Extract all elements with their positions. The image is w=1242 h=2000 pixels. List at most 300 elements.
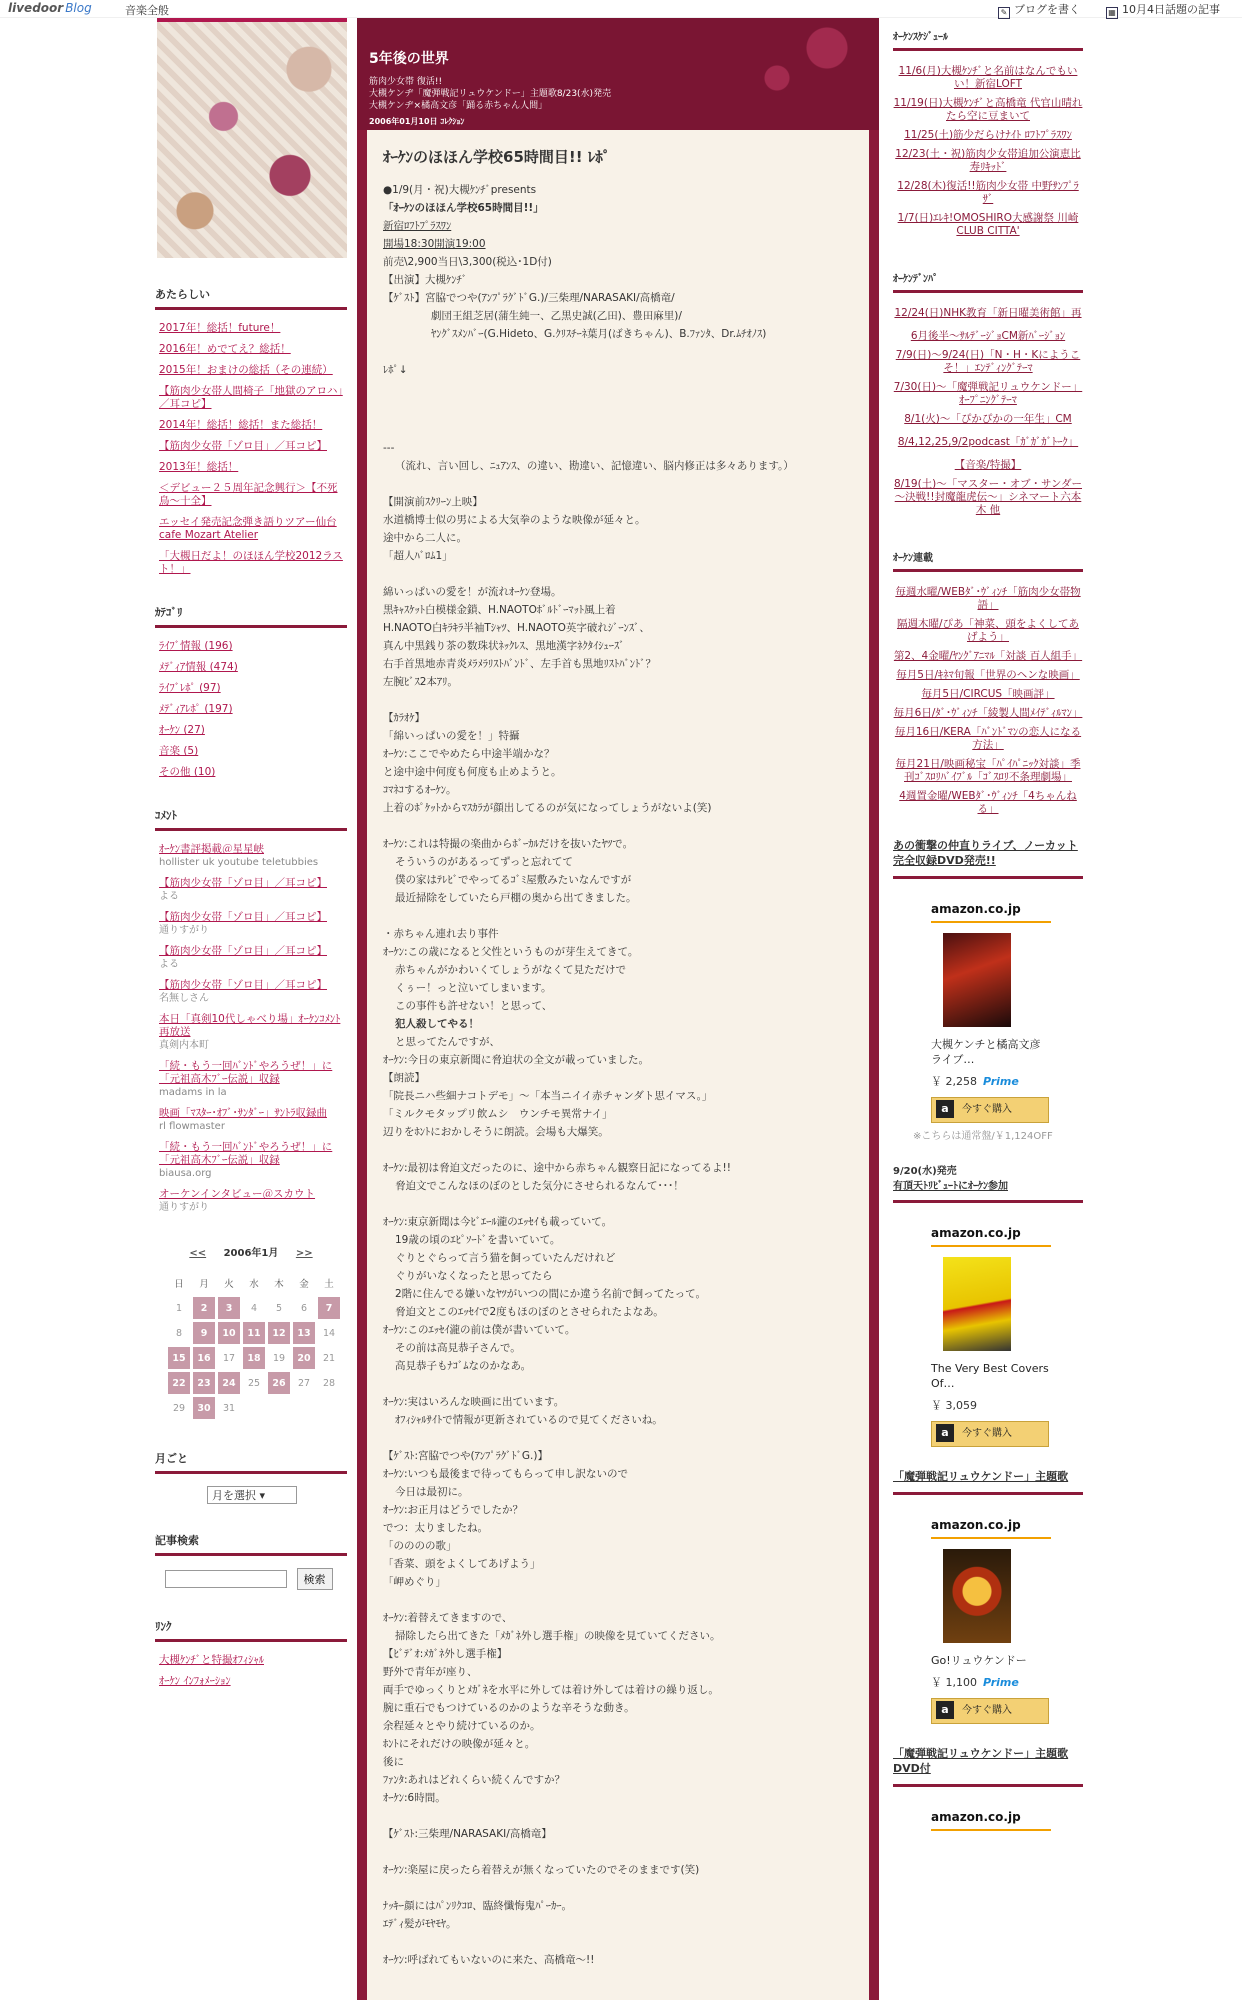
schedule-link[interactable]: 12/28(木)復活!!筋肉少女帯 中野ｻﾝﾌﾟﾗｻﾞ <box>897 180 1079 205</box>
entry-line: 【出演】大槻ｹﾝﾁﾞ <box>383 274 467 286</box>
media-item <box>893 330 1083 343</box>
amazon-a-icon: a <box>936 1100 954 1118</box>
calendar-day[interactable]: 13 <box>293 1322 315 1344</box>
top-bar <box>0 0 1242 18</box>
calendar-weekday: 土 <box>324 1279 334 1290</box>
comment-author: よる <box>159 959 179 970</box>
recent-post-link[interactable]: ＜デビュー２５周年記念興行＞【不死鳥～十全】 <box>159 482 338 507</box>
category-link[interactable]: ﾗｲﾌﾞ情報 (196) <box>159 640 233 652</box>
spacer <box>383 1195 853 1213</box>
comment-item <box>159 1013 347 1052</box>
schedule-item <box>893 148 1083 174</box>
calendar-day: 8 <box>175 1327 183 1339</box>
calendar-title: 2006年1月 <box>223 1248 279 1259</box>
serial-link[interactable]: 毎週水曜/WEBﾀﾞ･ｳﾞｨﾝﾁ「筋肉少女帯物語」 <box>895 586 1081 611</box>
product-name[interactable]: Go!リュウケンドー <box>931 1654 1027 1667</box>
serial-link[interactable]: 4週置金曜/WEBﾀﾞ･ｳﾞｨﾝﾁ「4ちゃんねる」 <box>899 790 1077 815</box>
spacer <box>383 817 853 835</box>
serial-item <box>893 758 1083 784</box>
entry-line: 前売\2,900当日\3,300(税込･1D付) <box>383 256 552 268</box>
category-link[interactable]: ﾒﾃﾞｨｱ情報 (474) <box>159 661 238 673</box>
entry-date: 2006年01月10日 ｺﾚｸｼｮﾝ <box>369 117 465 126</box>
serial-item <box>893 726 1083 752</box>
entry-line: 2階に住んでる嫌いなﾔﾂがいつの間にか違う名前で飼ってたって。 <box>395 1288 706 1300</box>
spacer <box>383 379 853 439</box>
spacer <box>383 1591 853 1609</box>
calendar-day[interactable]: 16 <box>193 1347 215 1369</box>
entry-line: ぐりがいなくなったと思ってたら <box>395 1270 553 1282</box>
media-item <box>893 381 1083 407</box>
spacer <box>383 907 853 925</box>
media-link[interactable]: 7/9(日)～9/24(日)「N・H・Kにようこそ！」ｴﾝﾃﾞｨﾝｸﾞﾃｰﾏ <box>895 349 1081 374</box>
calendar-day[interactable]: 18 <box>243 1347 265 1369</box>
media-link[interactable]: 12/24(日)NHK教育「新日曜美術館」再 <box>894 307 1082 319</box>
recent-post-link[interactable]: 【筋肉少女帯人間椅子「地獄のアロハ」／耳コピ】 <box>159 385 343 410</box>
calendar-week-row <box>168 1347 340 1369</box>
header-kimono-image <box>157 18 347 258</box>
serial-link[interactable]: 毎月6日/ﾀﾞ･ｳﾞｨﾝﾁ「綾製人間ﾒｲﾃﾞｨﾙﾏﾝ」 <box>893 707 1083 719</box>
calendar-day[interactable]: 9 <box>193 1322 215 1344</box>
entry-line: 【ｶﾗｵｹ】 <box>383 712 425 724</box>
schedule-link[interactable]: 11/25(土)筋少だらけﾅｲﾄ ﾛﾌﾄﾌﾟﾗｽﾜﾝ <box>904 129 1072 141</box>
search-button[interactable]: 検索 <box>297 1568 333 1590</box>
comments-title: ｺﾒﾝﾄ <box>155 807 347 831</box>
external-link[interactable]: ｵｰｹﾝ ｲﾝﾌｫﾒｰｼｮﾝ <box>159 1675 231 1687</box>
schedule <box>893 18 1083 238</box>
media-link[interactable]: 7/30(日)～「魔弾戦記リュウケンドー」ｵｰﾌﾟﾆﾝｸﾞﾃｰﾏ <box>893 381 1083 406</box>
recent-post-item <box>159 482 347 508</box>
calendar-day <box>318 1397 340 1419</box>
entry-line: この事件も許せない！と思って、 <box>395 1000 553 1012</box>
calendar-week-row <box>168 1372 340 1394</box>
calendar-week-row <box>168 1322 340 1344</box>
calendar-day: 29 <box>172 1402 186 1414</box>
comment-post-link[interactable]: 【筋肉少女帯「ゾロ目」／耳コピ】 <box>159 911 327 923</box>
entry-line: でつ：太りましたね。 <box>383 1522 488 1534</box>
comment-item <box>159 843 347 869</box>
comment-post-link[interactable]: 「続・もう一回ﾊﾞﾝﾄﾞやろうぜ！」に「元祖高木ﾌﾞｰ伝説」収録 <box>159 1141 333 1166</box>
calendar-day[interactable]: 30 <box>193 1397 215 1419</box>
calendar-day[interactable]: 26 <box>268 1372 290 1394</box>
recent-post-item <box>159 322 347 335</box>
entry-line: 【ｹﾞｽﾄ】宮脇でつや(ｱﾝﾌﾟﾗｸﾞﾄﾞG.)/三柴理/NARASAKI/高橋竜/ <box>383 292 675 304</box>
entry-line: 19歳の頃のｴﾋﾟｿｰﾄﾞを書いていて。 <box>395 1234 561 1246</box>
entry-line: ﾅｯｷｰ顔にはﾊﾟﾝﾘｸｺﾛ、臨終懺悔鬼ﾊﾟｰｶｰ。 <box>383 1900 572 1912</box>
calendar-prev[interactable]: << <box>189 1248 207 1259</box>
serial-item <box>893 650 1083 663</box>
product-name[interactable]: 大槻ケンチと橘高文彦ライブ… <box>931 1038 1041 1066</box>
comment-item <box>159 1188 347 1214</box>
entry-line: 「のののの歌」 <box>383 1540 457 1552</box>
chevron-down-icon: ▾ <box>259 1489 266 1502</box>
recent-post-link[interactable]: 【筋肉少女帯「ゾロ目」／耳コピ】 <box>159 440 327 452</box>
entry-line: と思ってたんですが、 <box>395 1036 500 1048</box>
entry-line: ｵｰｹﾝ:お正月はどうでしたか？ <box>383 1504 524 1516</box>
entry-line: 後に <box>383 1756 404 1768</box>
calendar-day <box>293 1397 315 1419</box>
links <box>155 1618 347 1688</box>
calendar-day[interactable]: 3 <box>218 1297 240 1319</box>
entry-line: 「院長ニハ些細ナコトデモ」～「本当ニイイ赤チャンダト思イマス。」 <box>383 1090 713 1102</box>
entry-line: ｵｰｹﾝ:今日の東京新聞に脅迫状の全文が載っていました。 <box>383 1054 650 1066</box>
prime-badge: Prime <box>983 1676 1019 1689</box>
article-search <box>155 1532 347 1590</box>
price-note: ※こちらは通常盤/￥1,124OFF <box>913 1131 1053 1142</box>
left-sidebar <box>155 18 347 1696</box>
monthly-title: 月ごと <box>155 1450 347 1474</box>
entry-line: 赤ちゃんがかわいくてしょうがなくて見ただけで <box>395 964 626 976</box>
comment-item <box>159 877 347 903</box>
media-link[interactable]: 【音楽/特撮】 <box>954 459 1022 471</box>
blog-header <box>357 18 879 130</box>
category-link[interactable]: 音楽 (5) <box>159 745 199 757</box>
recent-post-link[interactable]: エッセイ発売記念弾き語りツアー仙台 cafe Mozart Atelier <box>159 516 337 541</box>
media-title: ｵｰｹﾝﾃﾞﾝﾊﾟ <box>893 260 1083 293</box>
entry-line: 【開演前ｽｸﾘｰﾝ上映】 <box>383 496 483 508</box>
category-item <box>159 766 347 779</box>
entry-line: 犯人殺してやる！ <box>395 1018 479 1030</box>
calendar-day[interactable]: 20 <box>293 1347 315 1369</box>
calendar-weekday: 日 <box>174 1279 184 1290</box>
recent-posts-title: あたらしい <box>155 286 347 310</box>
recent-post-item <box>159 516 347 542</box>
schedule-item <box>893 97 1083 123</box>
calendar-day: 21 <box>322 1352 336 1364</box>
pencil-icon: ✎ <box>998 7 1010 19</box>
category-item <box>159 703 347 716</box>
entry-line: 真ん中黒銭り茶の数珠状ﾈｯｸﾚｽ、黒地漢字ﾈｸﾀｲｼｭｰｽﾞ <box>383 640 625 652</box>
blog-description-line: 大槻ケンヂ「魔弾戦記リュウケンドー」主題歌8/23(水)発売 <box>369 89 612 99</box>
spacer <box>383 1429 853 1447</box>
spacer <box>383 1879 853 1897</box>
calendar-weekday: 火 <box>224 1279 234 1290</box>
month-select[interactable]: 月を選択 ▾ <box>207 1486 297 1504</box>
serial-link[interactable]: 毎月21日/映画秘宝「ﾊﾟｲﾊﾟﾆｯｸ対談」季刊ｺﾞｽﾛﾘﾊﾞｲﾌﾞﾙ「ｺﾞｽﾛﾘ不条理劇場」 <box>895 758 1081 783</box>
comment-author: hollister uk youtube teletubbies <box>159 857 319 868</box>
spacer <box>383 1807 853 1825</box>
spacer <box>383 691 853 709</box>
calendar-day: 31 <box>222 1402 236 1414</box>
promo-dvd-title[interactable]: あの衝撃の仲直りライブ、ノーカット完全収録DVD発売!! <box>893 838 1083 879</box>
schedule-link[interactable]: 12/23(土・祝)筋肉少女帯追加公演恵比寿ﾘｷｯﾄﾞ <box>895 148 1081 173</box>
entry-line: くぅー！っと泣いてしまいます。 <box>395 982 552 994</box>
entry-line: 僕の家はﾃﾚﾋﾞでやってるｺﾞﾐ屋敷みたいなんですが <box>395 874 632 886</box>
calendar-weekday: 水 <box>249 1279 259 1290</box>
comments <box>155 807 347 1214</box>
calendar-grid <box>165 1269 343 1422</box>
entry-line: 途中から二人に。 <box>383 532 467 544</box>
buy-now-button[interactable]: a 今すぐ購入 <box>931 1421 1049 1447</box>
amazon-widget <box>931 1223 1051 1447</box>
spacer <box>383 343 853 361</box>
promo-theme-title[interactable]: 「魔弾戦記リュウケンドー」主題歌 <box>893 1469 1083 1495</box>
recent-posts <box>155 286 347 576</box>
amazon-logo: amazon.co.jp <box>931 1515 1051 1539</box>
media-item <box>893 413 1083 426</box>
link-item <box>159 1675 347 1688</box>
search-input[interactable] <box>165 1570 287 1588</box>
comment-item <box>159 1107 347 1133</box>
calendar-day[interactable]: 24 <box>218 1372 240 1394</box>
spacer <box>383 475 853 493</box>
category-link[interactable]: その他 (10) <box>159 766 216 778</box>
recent-post-item <box>159 461 347 474</box>
comment-author: madams in la <box>159 1087 227 1098</box>
calendar-day <box>268 1397 290 1419</box>
promo-date: 9/20(水)発売 <box>893 1166 957 1177</box>
entry-line: ●1/9(月・祝)大槻ｹﾝﾁﾞpresents <box>383 184 537 196</box>
comment-author: 真剣内本町 <box>159 1040 209 1051</box>
comment-post-link[interactable]: 本日「真剣10代しゃべり場」ｵｰｹﾝｺﾒﾝﾄ再放送 <box>159 1013 341 1038</box>
entry-line: 高見恭子もﾅｺﾞﾑなのかなあ。 <box>395 1360 532 1372</box>
calendar-day: 6 <box>300 1302 308 1314</box>
comment-post-link[interactable]: 「続・もう一回ﾊﾞﾝﾄﾞやろうぜ！」に「元祖高木ﾌﾞｰ伝説」収録 <box>159 1060 333 1085</box>
serial-item <box>893 707 1083 720</box>
comment-author: 名無しさん <box>159 993 209 1004</box>
entry-line: H.NAOTO白ｷﾗｷﾗ半袖Tｼｬﾂ、H.NAOTO英字破れｼﾞｰﾝｽﾞ、 <box>383 622 650 634</box>
category-item <box>159 661 347 674</box>
entry-line: 辺りをﾎﾝﾄにおかしそうに朗読。会場も大爆笑。 <box>383 1126 609 1138</box>
category-item <box>159 640 347 653</box>
external-link[interactable]: 大槻ｹﾝﾁﾞと特撮ｵﾌｨｼｬﾙ <box>159 1654 264 1666</box>
entry-line: 【朗読】 <box>383 1072 425 1084</box>
calendar-day[interactable]: 7 <box>318 1297 340 1319</box>
media-item <box>893 478 1083 517</box>
calendar-day[interactable]: 10 <box>218 1322 240 1344</box>
category-link[interactable]: ｵｰｹﾝ (27) <box>159 724 205 736</box>
prime-badge: Prime <box>983 1075 1019 1088</box>
entry-line[interactable]: 開場18:30開演19:00 <box>383 238 486 250</box>
entry-line: ｵｰｹﾝ:楽屋に戻ったら着替えが無くなっていたのでそのままです(笑) <box>383 1864 700 1876</box>
entry-line: ｵｰｹﾝ:着替えてきますので、 <box>383 1612 513 1624</box>
livedoor-blog-logo[interactable]: livedoor Blog <box>8 1 92 15</box>
calendar-day: 5 <box>275 1302 283 1314</box>
entry-line: ﾚﾎﾟ↓ <box>383 364 408 376</box>
recent-post-link[interactable]: 2013年！総括！ <box>159 461 239 473</box>
entry-line: ぐりとぐらって言う猫を飼っていたんだけれど <box>395 1252 616 1264</box>
entry-line: 「超人ﾊﾞﾛﾑ1」 <box>383 550 453 562</box>
entry-line: 腕に重石でもつけているのかのような辛そうな動き。 <box>383 1702 635 1714</box>
media-link[interactable]: 8/4,12,25,9/2podcast「ｶﾞｶﾞｶﾞﾄｰｸ」 <box>897 436 1079 448</box>
serial-link[interactable]: 毎月5日/ｷﾈﾏ旬報「世界のヘンな映画」 <box>896 669 1080 681</box>
entry-line: ｵｰｹﾝ:この歳になると父性というものが芽生えてきて。 <box>383 946 639 958</box>
comment-post-link[interactable]: 映画「ﾏｽﾀｰ･ｵﾌﾞ･ｻﾝﾀﾞｰ」ｻﾝﾄﾗ収録曲 <box>159 1107 327 1119</box>
link-item <box>159 1654 347 1667</box>
entry-line: 「綿いっぱいの愛を！」特攝 <box>383 730 520 742</box>
media-item <box>893 459 1083 472</box>
entry-line: ｴﾃﾞｨ髪がﾓﾔﾓﾔ。 <box>383 1918 457 1930</box>
recent-post-link[interactable]: 2014年！総括！総括！また総括！ <box>159 419 323 431</box>
calendar-day[interactable]: 15 <box>168 1347 190 1369</box>
recent-post-link[interactable]: 2016年！めでてえ？総括！ <box>159 343 291 355</box>
calendar-icon: ▦ <box>1106 7 1118 19</box>
comment-author: biausa.org <box>159 1168 212 1179</box>
category-link[interactable]: 音楽全般 <box>125 4 169 17</box>
media-link[interactable]: 8/19(土)～「マスター・オブ・サンダー～決戦!!封魔龍虎伝～」シネマート六本木 他 <box>893 478 1082 516</box>
schedule-title: ｵｰｹﾝｽｹｼﾞｭｰﾙ <box>893 18 1083 51</box>
calendar-day[interactable]: 12 <box>268 1322 290 1344</box>
blog-description-line: 大槻ケンヂ×橘高文彦「踊る赤ちゃん人間」 <box>369 101 548 111</box>
promo-theme-dvd-title[interactable]: 「魔弾戦記リュウケンドー」主題歌DVD付 <box>893 1746 1083 1787</box>
spacer <box>383 565 853 583</box>
entry-line: ｵｰｹﾝ:実はいろんな映画に出ています。 <box>383 1396 565 1408</box>
media-item <box>893 307 1083 320</box>
category-item <box>159 745 347 758</box>
product-image[interactable] <box>943 933 1011 1027</box>
schedule-link[interactable]: 11/19(日)大槻ｹﾝﾁﾞと高橋竜 代官山晴れたら空に豆まいて <box>893 97 1083 122</box>
category-link[interactable]: ﾒﾃﾞｨｱﾚﾎﾟ (197) <box>159 703 233 715</box>
entry-line: ﾎﾝﾄにそれだけの映像が延々と。 <box>383 1738 536 1750</box>
categories <box>155 604 347 779</box>
spacer <box>383 1141 853 1159</box>
calendar-day: 19 <box>272 1352 286 1364</box>
recent-post-item <box>159 419 347 432</box>
calendar-day[interactable]: 22 <box>168 1372 190 1394</box>
schedule-item <box>893 212 1083 238</box>
entry-content <box>383 181 853 1969</box>
entry-line: 【ｹﾞｽﾄ:宮脇でつや(ｱﾝﾌﾟﾗｸﾞﾄﾞG.)】 <box>383 1450 548 1462</box>
serial-link[interactable]: 隔週木曜/ぴあ「神菜、頭をよくしてあげよう」 <box>896 618 1080 643</box>
entry-line: 上着のﾎﾟｹｯﾄからﾏｽｶﾗが顔出してるのが気になってしょうがないよ(笑) <box>383 802 712 814</box>
entry-line: 黒ｷｬｽｹｯﾄ白模様金鎖、H.NAOTOﾎﾞﾙﾄﾞｰﾏｯﾄ風上着 <box>383 604 616 616</box>
schedule-item <box>893 129 1083 142</box>
entry-line: 両手でゆっくりとﾒｶﾞﾈを水平に外しては着け外しては着けの繰り返し。 <box>383 1684 719 1696</box>
entry-line: そういうのがあるってずっと忘れてて <box>395 856 573 868</box>
entry-line: ｵｰｹﾝ:ここでやめたら中途半端かな？ <box>383 748 555 760</box>
comment-post-link[interactable]: オーケンインタビュー＠スカウト <box>159 1188 316 1200</box>
post-body <box>367 130 869 2000</box>
links-title: ﾘﾝｸ <box>155 1618 347 1642</box>
entry-line: ｵﾌｨｼｬﾙｻｲﾄで情報が更新されているので見てくださいね。 <box>395 1414 663 1426</box>
product-price: ￥ 2,258 Prime <box>931 1075 1019 1088</box>
amazon-widget <box>931 1515 1051 1724</box>
amazon-a-icon: a <box>936 1424 954 1442</box>
media-item <box>893 349 1083 375</box>
entry-line: 「香菜、頭をよくしてあげよう」 <box>383 1558 541 1570</box>
recent-post-item <box>159 440 347 453</box>
recent-post-item <box>159 364 347 377</box>
recent-post-link[interactable]: 「大槻日だよ！のほほん学校2012ラスト！」 <box>159 550 343 575</box>
spacer <box>383 1375 853 1393</box>
calendar-week-row <box>168 1397 340 1419</box>
schedule-link[interactable]: 11/6(月)大槻ｹﾝﾁﾞと名前はなんでもいい！新宿LOFT <box>898 65 1078 90</box>
entry-line: 左腕ﾋﾞｽ2本ｱﾘ。 <box>383 676 458 688</box>
entry-line: 「ミルクモタップリ飲ムシ ウンチモ異常ナイ」 <box>383 1108 613 1120</box>
calendar-weekday: 月 <box>199 1279 209 1290</box>
calendar-next[interactable]: >> <box>295 1248 313 1259</box>
product-image[interactable] <box>943 1257 1011 1351</box>
comment-author: rl flowmaster <box>159 1121 225 1132</box>
comment-item <box>159 979 347 1005</box>
entry-line: ｵｰｹﾝ:東京新聞は今ﾋﾞｴｰﾙ瀧のｴｯｾｲも載っていて。 <box>383 1216 613 1228</box>
calendar-weekday: 金 <box>299 1279 309 1290</box>
calendar-day: 25 <box>247 1377 261 1389</box>
comment-item <box>159 945 347 971</box>
entry-line: 脅迫文とこのｴｯｾｲで2度もほのぼのとさせられたよなあ。 <box>395 1306 664 1318</box>
write-blog-link[interactable]: ✎ ブログを書く <box>998 1 1080 19</box>
recent-post-item <box>159 343 347 356</box>
product-name[interactable]: The Very Best Covers Of… <box>931 1362 1049 1390</box>
entry-line: 今日は最初に。 <box>395 1486 469 1498</box>
entry-line: 劇団王組芝居(蒲生純一、乙黒史誠(乙田)、豊田麻里)/ <box>431 310 682 322</box>
search-title: 記事検索 <box>155 1532 347 1556</box>
promo-tribute-title[interactable]: 有頂天ﾄﾘﾋﾞｭｰﾄにｵｰｹﾝ参加 <box>893 1181 1008 1192</box>
calendar-day <box>243 1397 265 1419</box>
comment-item <box>159 1141 347 1180</box>
amazon-widget <box>931 1807 1051 1831</box>
amazon-widget <box>913 899 1053 1142</box>
comment-post-link[interactable]: 【筋肉少女帯「ゾロ目」／耳コピ】 <box>159 945 327 957</box>
entry-line: ・赤ちゃん連れ去り事件 <box>383 928 499 940</box>
serial-item <box>893 688 1083 701</box>
entry-line[interactable]: 新宿ﾛﾌﾄﾌﾟﾗｽﾜﾝ <box>383 220 452 232</box>
entry-line: 「岬めぐり」 <box>383 1576 446 1588</box>
recent-post-item <box>159 385 347 411</box>
entry-title[interactable]: ｵｰｹﾝのほほん学校65時間目!! ﾚﾎﾟ <box>383 148 611 166</box>
comment-item <box>159 911 347 937</box>
today-topics-link[interactable]: ▦ 10月4日話題の記事 <box>1106 1 1220 19</box>
calendar-day: 4 <box>250 1302 258 1314</box>
main-column <box>357 18 879 2000</box>
entry-line: ｵｰｹﾝ:いつも最後まで待ってもらって申し訳ないので <box>383 1468 629 1480</box>
media-info <box>893 260 1083 517</box>
amazon-a-icon: a <box>936 1701 954 1719</box>
buy-now-button[interactable]: a 今すぐ購入 <box>931 1097 1049 1123</box>
right-sidebar <box>893 18 1083 1831</box>
entry-line: ｵｰｹﾝ:このｴｯｾｲ瀧の前は僕が書いていて。 <box>383 1324 576 1336</box>
comment-post-link[interactable]: ｵｰｹﾝ書評掲載＠星星峡 <box>159 843 264 855</box>
entry-line: 水道橋博士似の男による大気拳のような映像が延々と。 <box>383 514 646 526</box>
serial-item <box>893 669 1083 682</box>
entry-line: 野外で青年が座り、 <box>383 1666 478 1678</box>
serial-item <box>893 790 1083 816</box>
category-link[interactable]: ﾗｲﾌﾞﾚﾎﾟ (97) <box>159 682 221 694</box>
serial-item <box>893 586 1083 612</box>
serial-link[interactable]: 毎月16日/KERA「ﾊﾞﾝﾄﾞﾏﾝの恋人になる方法」 <box>894 726 1082 751</box>
serial-link[interactable]: 毎月5日/CIRCUS「映画評」 <box>921 688 1055 700</box>
entry-line: 右手首黒地赤青炎ﾒﾗﾒﾗﾘｽﾄﾊﾞﾝﾄﾞ、左手首も黒地ﾘｽﾄﾊﾞﾝﾄﾞ？ <box>383 658 656 670</box>
calendar-day: 28 <box>322 1377 336 1389</box>
blog-title[interactable]: 5年後の世界 <box>369 51 449 67</box>
monthly-archive <box>155 1450 347 1504</box>
calendar-day[interactable]: 23 <box>193 1372 215 1394</box>
entry-line: ﾔﾝｸﾞｽﾒﾝﾊﾞｰ(G.Hideto、G.ｸﾘｽﾁｰﾈ葉月(ばきちゃん)、B.ﾌｧﾝﾀ、Dr.ﾑﾁｵﾉｽ) <box>431 328 767 340</box>
comment-author: 通りすがり <box>159 1202 209 1213</box>
entry-line: ﾌｧﾝﾀ:あれはどれくらい続くんですか？ <box>383 1774 566 1786</box>
calendar-day[interactable]: 2 <box>193 1297 215 1319</box>
media-link[interactable]: 8/1(火)～「ぴかぴかの一年生」CM <box>904 413 1072 425</box>
comment-post-link[interactable]: 【筋肉少女帯「ゾロ目」／耳コピ】 <box>159 979 327 991</box>
amazon-logo: amazon.co.jp <box>931 1223 1051 1247</box>
recent-post-link[interactable]: 2017年！総括！future！ <box>159 322 281 334</box>
comment-author: 通りすがり <box>159 925 209 936</box>
schedule-link[interactable]: 1/7(日)ｴﾚｷ!OMOSHIRO大感謝祭 川崎CLUB CITTA' <box>897 212 1079 237</box>
recent-post-item <box>159 550 347 576</box>
calendar-day[interactable]: 11 <box>243 1322 265 1344</box>
entry-line: ｵｰｹﾝ:これは特撮の楽曲からﾎﾞｰｶﾙだけを抜いたﾔﾂで。 <box>383 838 634 850</box>
blog-description <box>369 76 867 112</box>
recent-post-link[interactable]: 2015年！おまけの総括（その連続） <box>159 364 333 376</box>
buy-now-button[interactable]: a 今すぐ購入 <box>931 1698 1049 1724</box>
entry-line: 掃除したら出てきた「ﾒｶﾞﾈ外し選手権」の映像を見ていてください。 <box>395 1630 721 1642</box>
comment-post-link[interactable]: 【筋肉少女帯「ゾロ目」／耳コピ】 <box>159 877 327 889</box>
product-image[interactable] <box>943 1549 1011 1643</box>
schedule-item <box>893 180 1083 206</box>
serial-link[interactable]: 第2、4金曜/ﾔﾝｸﾞｱﾆﾏﾙ「対談 百人組手」 <box>893 650 1083 662</box>
media-link[interactable]: 6月後半～ｻﾙﾃﾞｰｼﾞｮCM新ﾊﾞｰｼﾞｮﾝ <box>910 330 1066 342</box>
calendar-day: 17 <box>222 1352 236 1364</box>
spacer <box>383 1933 853 1951</box>
